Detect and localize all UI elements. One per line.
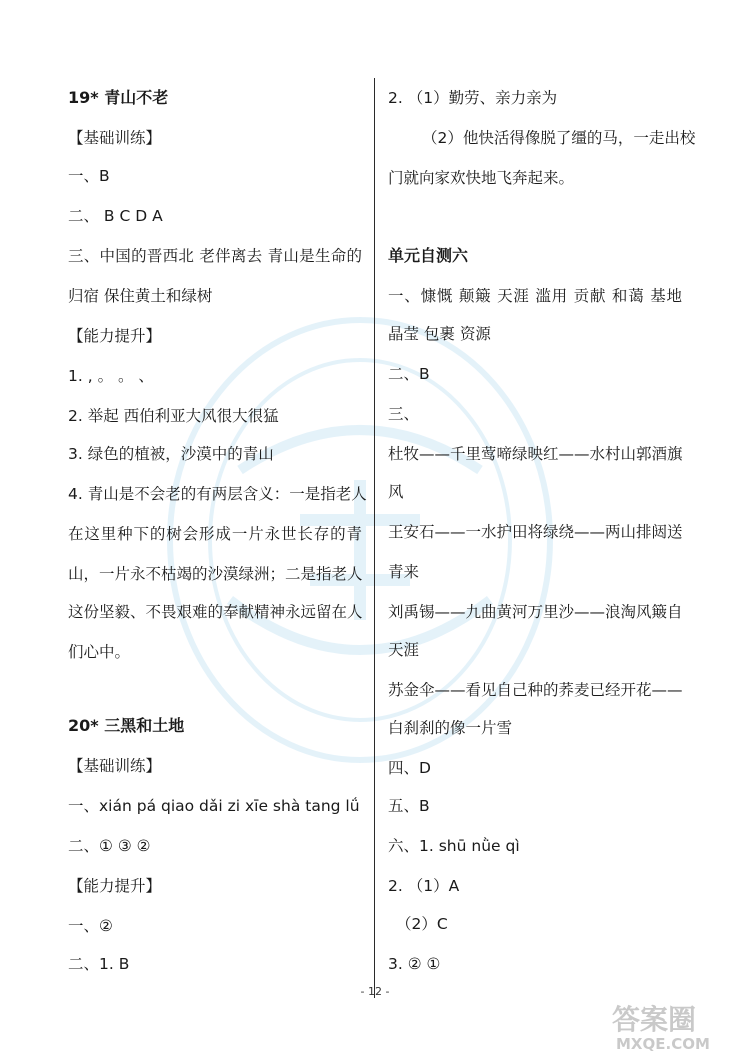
- answer-line: 六、1. shū nǜe qì: [388, 837, 520, 855]
- answer-line: 二、 B C D A: [68, 207, 163, 225]
- answer-line: 2. 举起 西伯利亚大风很大很猛: [68, 407, 279, 425]
- answer-line: 一、慷慨 颠簸 天涯 滥用 贡献 和蔼 基地: [388, 287, 682, 305]
- answer-line: 刘禹锡——九曲黄河万里沙——浪淘风簸自: [388, 603, 683, 621]
- answer-line: 青来: [388, 563, 420, 581]
- answer-line: 三、中国的晋西北 老伴离去 青山是生命的: [68, 247, 362, 265]
- subsection-label: 【能力提升】: [68, 877, 162, 895]
- answer-line: 二、1. B: [68, 955, 130, 973]
- watermark-logo-icon: [610, 997, 736, 1053]
- section-heading: 20* 三黑和土地: [68, 716, 185, 735]
- subsection-label: 【能力提升】: [68, 327, 162, 345]
- page-number: - 12 -: [360, 985, 390, 998]
- answer-line: 二、① ③ ②: [68, 837, 151, 855]
- answer-line: 二、B: [388, 365, 430, 383]
- answer-line: 归宿 保住黄土和绿树: [68, 287, 213, 305]
- answer-line: 一、B: [68, 167, 110, 185]
- subsection-label: 【基础训练】: [68, 129, 162, 147]
- answer-line: 在这里种下的树会形成一片永世长存的青: [68, 525, 362, 543]
- answer-line: 门就向家欢快地飞奔起来。: [388, 169, 575, 187]
- watermark-logo-text: 答案圈: [612, 1003, 697, 1036]
- section-heading: 单元自测六: [388, 246, 469, 265]
- answer-line: 4. 青山是不会老的有两层含义：一是指老人: [68, 485, 367, 503]
- answer-line: 苏金伞——看见自己种的荞麦已经开花——: [388, 681, 683, 699]
- answer-line: 3. 绿色的植被，沙漠中的青山: [68, 445, 274, 463]
- answer-line: 三、: [388, 405, 420, 423]
- answer-line: 这份坚毅、不畏艰难的奉献精神永远留在人: [68, 603, 363, 621]
- answer-line: 四、D: [388, 759, 431, 777]
- answer-line: 2. （1）A: [388, 877, 460, 895]
- column-divider: [374, 78, 375, 998]
- answer-line: （2）C: [396, 915, 448, 933]
- answer-line: 王安石——一水护田将绿绕——两山排闼送: [388, 523, 683, 541]
- answer-line: 3. ② ①: [388, 955, 441, 973]
- answer-line: 白刹刹的像一片雪: [388, 719, 513, 737]
- answer-line: 们心中。: [68, 643, 131, 661]
- answer-line: 1. , 。 。 、: [68, 367, 154, 385]
- answer-line: 杜牧——千里莺啼绿映红——水村山郭酒旗: [388, 445, 683, 463]
- answer-line: 一、②: [68, 917, 113, 935]
- subsection-label: 【基础训练】: [68, 757, 162, 775]
- answer-line: 五、B: [388, 797, 430, 815]
- answer-line: 2. （1）勤劳、亲力亲为: [388, 89, 558, 107]
- answer-line: 晶莹 包裹 资源: [388, 325, 491, 343]
- answer-line: （2）他快活得像脱了缰的马，一走出校: [422, 129, 696, 147]
- answer-line: 山，一片永不枯竭的沙漠绿洲；二是指老人: [68, 565, 363, 583]
- watermark-url-text: MXQE.COM: [616, 1035, 710, 1053]
- answer-line: 一、xián pá qiao dǎi zi xīe shà tang lǘ: [68, 797, 360, 815]
- answer-line: 风: [388, 483, 404, 501]
- answer-line: 天涯: [388, 641, 420, 659]
- section-heading: 19* 青山不老: [68, 88, 169, 107]
